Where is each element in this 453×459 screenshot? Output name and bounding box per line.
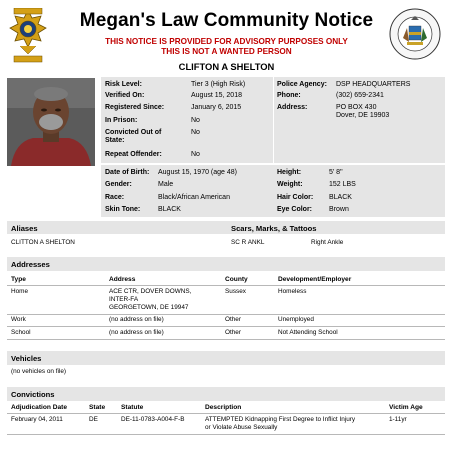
aliases-heading: Aliases [11,224,38,233]
eye-color-value: Brown [329,206,349,213]
advisory-notice: THIS NOTICE IS PROVIDED FOR ADVISORY PURPOSES ONLY [105,37,348,46]
addr-row-employer: Unemployed [278,316,314,323]
convicted-out-of-state-label: Convicted Out of State: [105,129,162,144]
addr-row-line1: ACE CTR, DOVER DOWNS, [109,288,192,295]
phone-label: Phone: [277,92,301,99]
addr-row-type: Work [11,316,26,323]
conv-col-date: Adjudication Date [11,404,68,411]
addr-col-employer: Development/Employer [278,276,352,283]
addr-row-county: Other [225,316,241,323]
conv-col-state: State [89,404,106,411]
conv-row-description-line1: ATTEMPTED Kidnapping First Degree to Inflict Injury [205,416,356,423]
addr-col-county: County [225,276,248,283]
conv-col-victim-age: Victim Age [389,404,423,411]
repeat-offender-value: No [191,151,200,158]
scar-description: Right Ankle [311,239,344,246]
page-title: Megan's Law Community Notice [79,10,374,31]
addr-col-address: Address [109,276,136,283]
addr-row-line2: INTER-FA [109,296,139,303]
police-panel [274,77,445,163]
addr-row-employer: Not Attending School [278,329,338,336]
divider [7,434,445,435]
convictions-header-bar [7,387,445,401]
delaware-seal-icon [389,8,441,60]
convictions-heading: Convictions [11,390,55,399]
race-label: Race: [105,194,125,201]
divider [7,413,445,414]
aliases-header-bar [7,221,445,234]
addr-row-county: Sussex [225,288,246,295]
in-prison-value: No [191,117,200,124]
hair-color-value: BLACK [329,194,352,201]
divider [7,339,445,340]
divider [7,314,445,315]
addr-row-line1: (no address on file) [109,316,164,323]
scars-heading: Scars, Marks, & Tattoos [231,224,317,233]
risk-level-label: Risk Level: [105,81,142,88]
addr-row-type: School [11,329,31,336]
gender-label: Gender: [105,181,132,188]
weight-label: Weight: [277,181,303,188]
conv-col-description: Description [205,404,242,411]
registered-since-label: Registered Since: [105,104,165,111]
physical-panel [101,165,445,217]
weight-value: 152 LBS [329,181,356,188]
conv-row-date: February 04, 2011 [11,416,63,423]
height-label: Height: [277,169,302,176]
addr-row-county: Other [225,329,241,336]
conv-row-victim-age: 1-11yr [389,416,407,423]
phone-value: (302) 659-2341 [336,92,384,99]
addresses-header-bar [7,257,445,271]
divider [7,285,445,286]
skin-tone-value: BLACK [158,206,181,213]
address-line1: PO BOX 430 [336,104,377,111]
address-label: Address: [277,104,308,111]
police-agency-label: Police Agency: [277,81,327,88]
alias-item: CLITTON A SHELTON [11,239,75,246]
offender-photo [7,78,95,166]
police-agency-value: DSP HEADQUARTERS [336,81,411,88]
scar-code: SC R ANKL [231,239,265,246]
conv-row-state: DE [89,416,98,423]
addr-row-employer: Homeless [278,288,307,295]
repeat-offender-label: Repeat Offender: [105,151,162,158]
skin-tone-label: Skin Tone: [105,206,141,213]
dob-value: August 15, 1970 (age 48) [158,169,238,176]
gender-value: Male [158,181,174,188]
conv-row-statute: DE-11-0783-A004-F-B [121,416,185,423]
height-value: 5' 8" [329,169,343,176]
divider [7,326,445,327]
vehicles-header-bar [7,351,445,365]
dob-label: Date of Birth: [105,169,150,176]
eye-color-label: Eye Color: [277,206,313,213]
conv-col-statute: Statute [121,404,144,411]
risk-level-value: Tier 3 (High Risk) [191,81,246,88]
addr-row-line1: (no address on file) [109,329,164,336]
verified-on-label: Verified On: [105,92,145,99]
offender-name: CLIFTON A SHELTON [178,61,275,72]
addresses-heading: Addresses [11,260,50,269]
vehicles-text: (no vehicles on file) [11,368,67,375]
hair-color-label: Hair Color: [277,194,314,201]
vehicles-heading: Vehicles [11,354,42,363]
addr-row-type: Home [11,288,29,295]
verified-on-value: August 15, 2018 [191,92,242,99]
addr-col-type: Type [11,276,26,283]
address-line2: Dover, DE 19903 [336,112,390,119]
convicted-out-of-state-value: No [191,129,200,136]
registered-since-value: January 6, 2015 [191,104,242,111]
in-prison-label: In Prison: [105,117,138,124]
addr-row-line3: GEORGETOWN, DE 19947 [109,304,189,311]
race-value: Black/African American [158,194,230,201]
conv-row-description-line2: or Violate Abuse Sexually [205,424,278,431]
not-wanted-notice: THIS IS NOT A WANTED PERSON [161,47,292,56]
